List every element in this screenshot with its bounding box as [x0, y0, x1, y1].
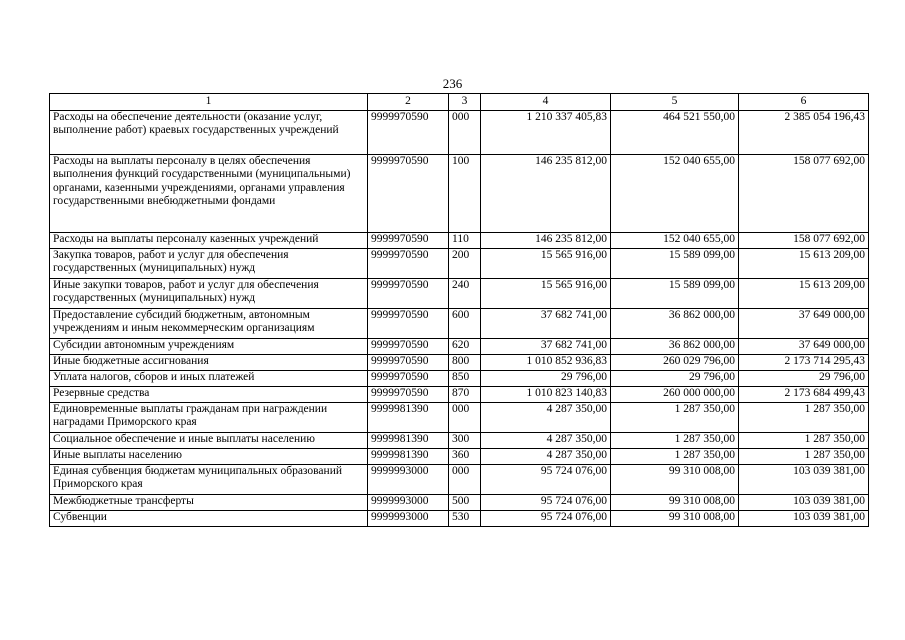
table-row	[50, 111, 869, 155]
column-header: 4	[481, 94, 611, 111]
target-article-code: 9999970590	[368, 279, 449, 309]
amount-col6: 2 173 714 295,43	[739, 355, 869, 371]
amount-col5: 99 310 008,00	[611, 495, 739, 511]
target-article-code: 9999970590	[368, 309, 449, 339]
table-body	[50, 111, 869, 527]
row-name: Расходы на выплаты персоналу казенных учреждений	[50, 233, 368, 249]
table-row	[50, 495, 869, 511]
target-article-code: 9999970590	[368, 155, 449, 233]
target-article-code: 9999970590	[368, 249, 449, 279]
target-article-code: 9999970590	[368, 339, 449, 355]
target-article-code: 9999981390	[368, 403, 449, 433]
amount-col6: 2 385 054 196,43	[739, 111, 869, 155]
amount-col6: 37 649 000,00	[739, 339, 869, 355]
row-name: Иные выплаты населению	[50, 449, 368, 465]
amount-col4: 37 682 741,00	[481, 309, 611, 339]
expense-type-code: 500	[449, 495, 481, 511]
amount-col4: 95 724 076,00	[481, 465, 611, 495]
row-name: Межбюджетные трансферты	[50, 495, 368, 511]
amount-col6: 103 039 381,00	[739, 495, 869, 511]
column-header: 6	[739, 94, 869, 111]
table-row	[50, 371, 869, 387]
column-header: 5	[611, 94, 739, 111]
amount-col5: 152 040 655,00	[611, 233, 739, 249]
target-article-code: 9999981390	[368, 449, 449, 465]
expense-type-code: 110	[449, 233, 481, 249]
expense-type-code: 300	[449, 433, 481, 449]
budget-table	[49, 93, 869, 527]
table-row	[50, 387, 869, 403]
expense-type-code: 600	[449, 309, 481, 339]
amount-col4: 15 565 916,00	[481, 249, 611, 279]
amount-col6: 37 649 000,00	[739, 309, 869, 339]
expense-type-code: 360	[449, 449, 481, 465]
expense-type-code: 620	[449, 339, 481, 355]
row-name: Субсидии автономным учреждениям	[50, 339, 368, 355]
amount-col5: 260 000 000,00	[611, 387, 739, 403]
column-header: 1	[50, 94, 368, 111]
amount-col4: 95 724 076,00	[481, 495, 611, 511]
amount-col5: 99 310 008,00	[611, 465, 739, 495]
table-row	[50, 433, 869, 449]
row-name: Единая субвенция бюджетам муниципальных образований Приморского края	[50, 465, 368, 495]
amount-col6: 103 039 381,00	[739, 465, 869, 495]
amount-col5: 260 029 796,00	[611, 355, 739, 371]
amount-col6: 29 796,00	[739, 371, 869, 387]
amount-col4: 4 287 350,00	[481, 433, 611, 449]
amount-col5: 1 287 350,00	[611, 449, 739, 465]
amount-col6: 158 077 692,00	[739, 155, 869, 233]
expense-type-code: 100	[449, 155, 481, 233]
row-name: Расходы на выплаты персоналу в целях обеспечения выполнения функций государственными (муниципальными) органами, казенными учреждениями, органами управления государственными внебюджетными фондами	[50, 155, 368, 233]
row-name: Социальное обеспечение и иные выплаты населению	[50, 433, 368, 449]
amount-col5: 152 040 655,00	[611, 155, 739, 233]
expense-type-code: 870	[449, 387, 481, 403]
table-row	[50, 403, 869, 433]
table-row	[50, 155, 869, 233]
amount-col4: 4 287 350,00	[481, 403, 611, 433]
amount-col4: 29 796,00	[481, 371, 611, 387]
row-name: Единовременные выплаты гражданам при награждении наградами Приморского края	[50, 403, 368, 433]
expense-type-code: 850	[449, 371, 481, 387]
column-header: 2	[368, 94, 449, 111]
amount-col5: 36 862 000,00	[611, 339, 739, 355]
target-article-code: 9999970590	[368, 371, 449, 387]
target-article-code: 9999993000	[368, 495, 449, 511]
amount-col6: 1 287 350,00	[739, 403, 869, 433]
amount-col4: 1 010 823 140,83	[481, 387, 611, 403]
amount-col5: 29 796,00	[611, 371, 739, 387]
amount-col6: 15 613 209,00	[739, 279, 869, 309]
table-row	[50, 309, 869, 339]
amount-col4: 146 235 812,00	[481, 155, 611, 233]
table-row	[50, 465, 869, 495]
target-article-code: 9999981390	[368, 433, 449, 449]
row-name: Предоставление субсидий бюджетным, автономным учреждениям и иным некоммерческим организациям	[50, 309, 368, 339]
column-header: 3	[449, 94, 481, 111]
amount-col6: 103 039 381,00	[739, 511, 869, 527]
table-row	[50, 511, 869, 527]
row-name: Резервные средства	[50, 387, 368, 403]
table-row	[50, 249, 869, 279]
table-row	[50, 233, 869, 249]
table-row	[50, 279, 869, 309]
row-name: Субвенции	[50, 511, 368, 527]
row-name: Иные закупки товаров, работ и услуг для обеспечения государственных (муниципальных) нужд	[50, 279, 368, 309]
table-row	[50, 449, 869, 465]
amount-col6: 2 173 684 499,43	[739, 387, 869, 403]
page-number: 236	[442, 76, 463, 91]
amount-col5: 99 310 008,00	[611, 511, 739, 527]
amount-col4: 15 565 916,00	[481, 279, 611, 309]
amount-col6: 158 077 692,00	[739, 233, 869, 249]
amount-col6: 1 287 350,00	[739, 449, 869, 465]
amount-col5: 15 589 099,00	[611, 249, 739, 279]
expense-type-code: 800	[449, 355, 481, 371]
expense-type-code: 200	[449, 249, 481, 279]
target-article-code: 9999970590	[368, 387, 449, 403]
table-row	[50, 355, 869, 371]
amount-col4: 95 724 076,00	[481, 511, 611, 527]
target-article-code: 9999993000	[368, 465, 449, 495]
expense-type-code: 000	[449, 111, 481, 155]
target-article-code: 9999993000	[368, 511, 449, 527]
target-article-code: 9999970590	[368, 355, 449, 371]
amount-col4: 1 010 852 936,83	[481, 355, 611, 371]
amount-col4: 146 235 812,00	[481, 233, 611, 249]
amount-col6: 15 613 209,00	[739, 249, 869, 279]
amount-col4: 1 210 337 405,83	[481, 111, 611, 155]
expense-type-code: 000	[449, 465, 481, 495]
target-article-code: 9999970590	[368, 233, 449, 249]
amount-col5: 464 521 550,00	[611, 111, 739, 155]
amount-col5: 15 589 099,00	[611, 279, 739, 309]
amount-col5: 1 287 350,00	[611, 433, 739, 449]
row-name: Иные бюджетные ассигнования	[50, 355, 368, 371]
table-row	[50, 339, 869, 355]
amount-col5: 1 287 350,00	[611, 403, 739, 433]
row-name: Уплата налогов, сборов и иных платежей	[50, 371, 368, 387]
amount-col4: 4 287 350,00	[481, 449, 611, 465]
amount-col6: 1 287 350,00	[739, 433, 869, 449]
row-name: Закупка товаров, работ и услуг для обеспечения государственных (муниципальных) нужд	[50, 249, 368, 279]
expense-type-code: 000	[449, 403, 481, 433]
expense-type-code: 240	[449, 279, 481, 309]
amount-col4: 37 682 741,00	[481, 339, 611, 355]
amount-col5: 36 862 000,00	[611, 309, 739, 339]
target-article-code: 9999970590	[368, 111, 449, 155]
expense-type-code: 530	[449, 511, 481, 527]
row-name: Расходы на обеспечение деятельности (оказание услуг, выполнение работ) краевых государственных учреждений	[50, 111, 368, 155]
header-row	[50, 94, 869, 111]
